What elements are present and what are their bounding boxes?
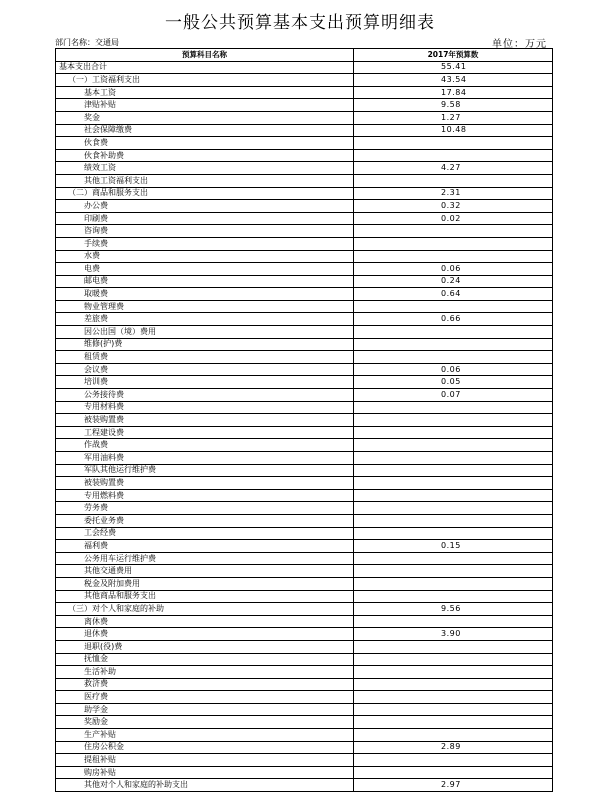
table-row — [56, 149, 553, 162]
table-row — [56, 439, 553, 452]
row-value — [354, 149, 553, 162]
row-name: 其他对个人和家庭的补助支出 — [56, 779, 354, 792]
row-name: 办公费 — [56, 200, 354, 213]
row-value — [354, 489, 553, 502]
row-name: 手续费 — [56, 237, 354, 250]
table-row — [56, 74, 553, 87]
table-row — [56, 464, 553, 477]
row-name: 公务接待费 — [56, 389, 354, 402]
table-row — [56, 212, 553, 225]
row-name: 生活补助 — [56, 666, 354, 679]
row-name: 伙食补助费 — [56, 149, 354, 162]
row-name: 生产补贴 — [56, 729, 354, 742]
table-row — [56, 338, 553, 351]
table-row — [56, 162, 553, 175]
row-value: 2.31 — [354, 187, 553, 200]
page-title: 一般公共预算基本支出预算明细表 — [165, 13, 435, 33]
row-value — [354, 691, 553, 704]
table-row — [56, 754, 553, 767]
table-row — [56, 552, 553, 565]
unit-label: 单位：万元 — [492, 39, 547, 50]
row-value — [354, 174, 553, 187]
row-value — [354, 716, 553, 729]
row-value: 2.97 — [354, 779, 553, 792]
table-row — [56, 86, 553, 99]
table-row — [56, 124, 553, 137]
row-value: 43.54 — [354, 74, 553, 87]
row-name: 其他商品和服务支出 — [56, 590, 354, 603]
row-name: 专用材料费 — [56, 401, 354, 414]
row-value — [354, 653, 553, 666]
table-row — [56, 275, 553, 288]
row-value — [354, 666, 553, 679]
table-row — [56, 615, 553, 628]
row-name: 离休费 — [56, 615, 354, 628]
table-row — [56, 351, 553, 364]
row-value — [354, 225, 553, 238]
row-name: 退职(役)费 — [56, 640, 354, 653]
row-name: 伙食费 — [56, 137, 354, 150]
row-name: 会议费 — [56, 363, 354, 376]
row-value — [354, 464, 553, 477]
table-row — [56, 313, 553, 326]
row-name: （三）对个人和家庭的补助 — [56, 603, 354, 616]
table-row — [56, 590, 553, 603]
row-value — [354, 577, 553, 590]
table-row — [56, 603, 553, 616]
row-value — [354, 300, 553, 313]
row-value — [354, 703, 553, 716]
row-name: 其他交通费用 — [56, 565, 354, 578]
table-row — [56, 716, 553, 729]
row-name: 绩效工资 — [56, 162, 354, 175]
row-value — [354, 640, 553, 653]
row-value — [354, 326, 553, 339]
row-name: 被装购置费 — [56, 414, 354, 427]
row-value: 0.66 — [354, 313, 553, 326]
row-name: 培训费 — [56, 376, 354, 389]
row-value — [354, 426, 553, 439]
row-value — [354, 477, 553, 490]
table-row — [56, 376, 553, 389]
row-name: 租赁费 — [56, 351, 354, 364]
row-value: 0.02 — [354, 212, 553, 225]
table-row — [56, 300, 553, 313]
row-value: 9.56 — [354, 603, 553, 616]
row-name: 作战费 — [56, 439, 354, 452]
row-name: 税金及附加费用 — [56, 577, 354, 590]
row-name: 差旅费 — [56, 313, 354, 326]
row-value — [354, 678, 553, 691]
column-header-name: 预算科目名称 — [56, 49, 354, 62]
row-value — [354, 502, 553, 515]
table-row — [56, 389, 553, 402]
row-value — [354, 729, 553, 742]
row-name: 委托业务费 — [56, 514, 354, 527]
row-name: 基本支出合计 — [56, 61, 354, 74]
table-row — [56, 174, 553, 187]
table-row — [56, 187, 553, 200]
row-value — [354, 766, 553, 779]
row-name: （一）工资福利支出 — [56, 74, 354, 87]
row-value: 0.24 — [354, 275, 553, 288]
row-value — [354, 552, 553, 565]
row-value: 17.84 — [354, 86, 553, 99]
row-value — [354, 250, 553, 263]
table-row — [56, 565, 553, 578]
row-value — [354, 565, 553, 578]
row-value: 55.41 — [354, 61, 553, 74]
table-row — [56, 691, 553, 704]
table-row — [56, 640, 553, 653]
row-name: 印刷费 — [56, 212, 354, 225]
row-value — [354, 351, 553, 364]
row-value: 3.90 — [354, 628, 553, 641]
row-value — [354, 237, 553, 250]
table-row — [56, 326, 553, 339]
row-value: 0.06 — [354, 263, 553, 276]
row-name: 工会经费 — [56, 527, 354, 540]
row-name: 退休费 — [56, 628, 354, 641]
row-value: 1.27 — [354, 111, 553, 124]
table-row — [56, 703, 553, 716]
table-row — [56, 540, 553, 553]
row-value — [354, 401, 553, 414]
row-value: 4.27 — [354, 162, 553, 175]
row-value — [354, 527, 553, 540]
table-row — [56, 502, 553, 515]
table-row — [56, 514, 553, 527]
row-value — [354, 137, 553, 150]
table-row — [56, 61, 553, 74]
table-row — [56, 111, 553, 124]
row-value: 9.58 — [354, 99, 553, 112]
row-value — [354, 414, 553, 427]
row-name: 劳务费 — [56, 502, 354, 515]
row-name: 咨询费 — [56, 225, 354, 238]
row-name: 其他工资福利支出 — [56, 174, 354, 187]
row-name: 水费 — [56, 250, 354, 263]
row-name: 抚恤金 — [56, 653, 354, 666]
budget-table — [55, 48, 553, 792]
table-row — [56, 489, 553, 502]
row-name: 军队其他运行维护费 — [56, 464, 354, 477]
table-row — [56, 200, 553, 213]
row-name: 公务用车运行维护费 — [56, 552, 354, 565]
table-row — [56, 766, 553, 779]
table-header-row — [56, 49, 553, 62]
table-row — [56, 288, 553, 301]
table-row — [56, 250, 553, 263]
table-row — [56, 741, 553, 754]
row-name: 住房公积金 — [56, 741, 354, 754]
row-name: 社会保障缴费 — [56, 124, 354, 137]
table-row — [56, 653, 553, 666]
table-row — [56, 577, 553, 590]
row-value — [354, 615, 553, 628]
row-name: 助学金 — [56, 703, 354, 716]
row-name: 维修(护)费 — [56, 338, 354, 351]
table-row — [56, 237, 553, 250]
table-row — [56, 666, 553, 679]
row-name: 因公出国（境）费用 — [56, 326, 354, 339]
table-row — [56, 99, 553, 112]
row-name: 取暖费 — [56, 288, 354, 301]
table-row — [56, 527, 553, 540]
row-name: （二）商品和服务支出 — [56, 187, 354, 200]
row-value — [354, 590, 553, 603]
row-value — [354, 754, 553, 767]
row-name: 提租补贴 — [56, 754, 354, 767]
row-value: 2.89 — [354, 741, 553, 754]
row-name: 邮电费 — [56, 275, 354, 288]
row-name: 奖励金 — [56, 716, 354, 729]
row-name: 电费 — [56, 263, 354, 276]
row-name: 被装购置费 — [56, 477, 354, 490]
row-value — [354, 452, 553, 465]
table-body — [56, 61, 553, 791]
table-row — [56, 401, 553, 414]
table-row — [56, 628, 553, 641]
table-row — [56, 452, 553, 465]
table-row — [56, 729, 553, 742]
row-value: 0.07 — [354, 389, 553, 402]
table-row — [56, 477, 553, 490]
row-value: 0.15 — [354, 540, 553, 553]
row-value: 0.64 — [354, 288, 553, 301]
row-name: 福利费 — [56, 540, 354, 553]
row-value — [354, 439, 553, 452]
row-value: 0.32 — [354, 200, 553, 213]
row-name: 物业管理费 — [56, 300, 354, 313]
row-value: 0.05 — [354, 376, 553, 389]
table-row — [56, 678, 553, 691]
row-name: 奖金 — [56, 111, 354, 124]
row-name: 购房补贴 — [56, 766, 354, 779]
row-value — [354, 514, 553, 527]
table-row — [56, 426, 553, 439]
table-row — [56, 779, 553, 792]
table-row — [56, 225, 553, 238]
row-value — [354, 338, 553, 351]
department-label: 部门名称：交通局 — [55, 38, 119, 47]
row-name: 医疗费 — [56, 691, 354, 704]
row-name: 基本工资 — [56, 86, 354, 99]
row-name: 军用油料费 — [56, 452, 354, 465]
table-row — [56, 363, 553, 376]
table-row — [56, 137, 553, 150]
table-row — [56, 414, 553, 427]
row-name: 救济费 — [56, 678, 354, 691]
column-header-value: 2017年预算数 — [354, 49, 553, 62]
row-value: 0.06 — [354, 363, 553, 376]
row-value: 10.48 — [354, 124, 553, 137]
table-row — [56, 263, 553, 276]
row-name: 工程建设费 — [56, 426, 354, 439]
row-name: 津贴补贴 — [56, 99, 354, 112]
row-name: 专用燃料费 — [56, 489, 354, 502]
